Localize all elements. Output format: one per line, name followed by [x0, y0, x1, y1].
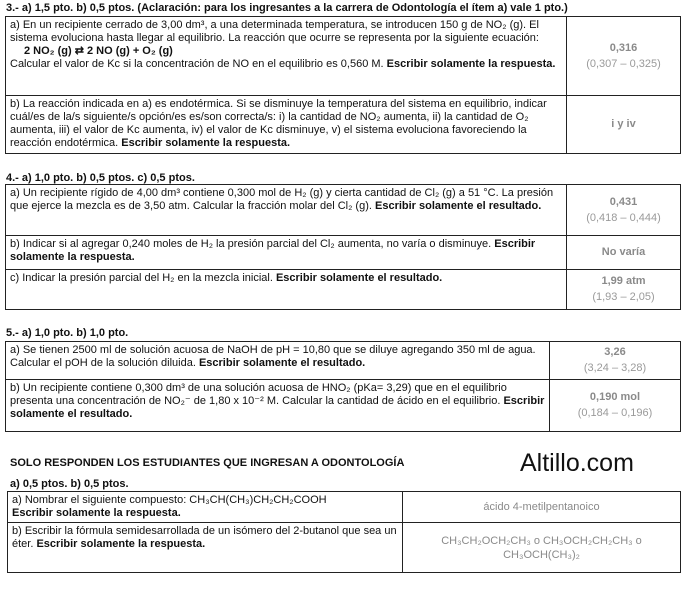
q3a-answer-cell [567, 17, 681, 96]
odont-b-instruction: Escribir solamente la respuesta. [36, 538, 206, 550]
odont-a-text: a) Nombrar el siguiente compuesto: CH₃CH(CH₃)CH₂CH₂COOH [12, 494, 327, 506]
q5b-cell [6, 380, 550, 432]
q3b-answer: i y iv [611, 118, 636, 130]
q5b-text: b) Un recipiente contiene 0,300 dm³ de una solución acuosa de HNO₂ (pKa= 3,29) que en el equilibrio presenta una concentración de NO₂⁻ de 1,80 x 10⁻² M. Calcular la cantidad de ácido en el equilibrio. [10, 382, 507, 407]
question-4-header: 4.- a) 1,0 pto. b) 0,5 ptos. c) 0,5 ptos. [6, 172, 195, 184]
q4a-text: a) Un recipiente rígido de 4,00 dm³ contiene 0,300 mol de H₂ (g) y cierta cantidad de Cl₂ (g) a 51 °C. La presión que ejerce la mezcla es de 3,50 atm. Calcular la fracción molar del Cl₂ (g). [10, 187, 554, 212]
q5b-answer-cell [550, 380, 681, 432]
question-5-table [5, 341, 681, 432]
odontologia-title: SOLO RESPONDEN LOS ESTUDIANTES QUE INGRESAN A ODONTOLOGÍA [10, 457, 405, 469]
q3b-answer-cell [567, 96, 681, 154]
odont-a-instruction: Escribir solamente la respuesta. [12, 507, 181, 519]
q5b-range: (0,184 – 0,196) [577, 407, 653, 419]
q5a-cell [6, 342, 550, 380]
odont-b-answer: CH₃CH₂OCH₂CH₃ o CH₃OCH₂CH₂CH₃ o CH₃OCH(CH₃)₂ [441, 534, 642, 561]
odont-b-cell [8, 523, 403, 573]
q3a-instruction: Escribir solamente la respuesta. [386, 58, 556, 70]
odont-b-answer-cell [403, 523, 681, 573]
q4b-text: b) Indicar si al agregar 0,240 moles de H₂ la presión parcial del Cl₂ aumenta, no varía o disminuye. [10, 238, 492, 250]
q4b-instruction: Escribir solamente la respuesta. [10, 238, 536, 263]
altillo-logo: Altillo.com [520, 449, 634, 477]
odont-a-answer: ácido 4-metilpentanoico [483, 500, 600, 513]
q4a-answer-cell [567, 185, 681, 236]
q3a-range: (0,307 – 0,325) [586, 57, 661, 70]
q4c-instruction: Escribir solamente el resultado. [275, 272, 443, 284]
q5b-instruction: Escribir solamente el resultado. [10, 395, 545, 420]
q4b-answer: No varía [601, 246, 646, 258]
q3b-instruction: Escribir solamente la respuesta. [121, 137, 291, 149]
q4a-cell [6, 185, 567, 236]
q4b-answer-cell [567, 236, 681, 270]
odontologia-header: a) 0,5 ptos. b) 0,5 ptos. [10, 478, 129, 490]
q4c-cell [6, 270, 567, 310]
question-5-header: 5.- a) 1,0 pto. b) 1,0 pto. [6, 327, 129, 339]
question-4-table [5, 184, 681, 310]
q4c-text: c) Indicar la presión parcial del H₂ en la mezcla inicial. [10, 272, 273, 284]
q5a-range: (3,24 – 3,28) [583, 362, 647, 374]
q4a-instruction: Escribir solamente el resultado. [375, 200, 542, 212]
q3a-answer: 0,316 [609, 41, 638, 54]
q3b-cell [6, 96, 567, 154]
q5a-answer-cell [550, 342, 681, 380]
odont-b-text: b) Escribir la fórmula semidesarrollada de un isómero del 2-butanol que sea un éter. [12, 525, 397, 550]
question-3-header: 3.- a) 1,5 pto. b) 0,5 ptos. (Aclaración: para los ingresantes a la carrera de Odontología el ítem a) vale 1 pto.) [6, 2, 568, 14]
q5b-answer: 0,190 mol [589, 391, 641, 403]
q4c-answer-cell [567, 270, 681, 310]
q3a-text: a) En un recipiente cerrado de 3,00 dm³, a una determinada temperatura, se introducen 150 g de NO₂ (g). El sistema evoluciona hasta llegar al equilibrio. La reacción que ocurre se representa por la siguiente ecuación: [10, 19, 539, 44]
odontologia-table [7, 491, 681, 573]
q3b-text: b) La reacción indicada en a) es endotérmica. Si se disminuye la temperatura del sistema en equilibrio, indicar cuál/es de la/s siguiente/s opción/es es/son correcta/s: i) la cantidad de NO₂ aumenta, ii) la cantidad de O₂ aumenta, iii) el valor de Kc aumenta, iv) el valor de Kc disminuye, v) el sistema evoluciona favoreciendo la reacción endotérmica. [10, 98, 547, 149]
q3a-text2: Calcular el valor de Kc si la concentración de NO en el equilibrio es 0,560 M. [10, 58, 384, 70]
q5a-answer: 3,26 [604, 346, 626, 358]
q5a-instruction: Escribir solamente el resultado. [198, 357, 366, 369]
question-3-table [5, 16, 681, 154]
q5a-text: a) Se tienen 2500 ml de solución acuosa de NaOH de pH = 10,80 que se diluye agregando 350 ml de agua. Calcular el pOH de la solución diluida. [10, 344, 536, 369]
q4c-range: (1,93 – 2,05) [592, 291, 655, 303]
q3a-equation: 2 NO₂ (g) ⇄ 2 NO (g) + O₂ (g) [24, 45, 173, 57]
q4b-cell [6, 236, 567, 270]
q4c-answer: 1,99 atm [601, 275, 646, 287]
odont-a-cell [8, 492, 403, 523]
odont-a-answer-cell [403, 492, 681, 523]
q4a-answer: 0,431 [609, 195, 638, 208]
q3a-cell [6, 17, 567, 96]
q4a-range: (0,418 – 0,444) [586, 211, 661, 224]
